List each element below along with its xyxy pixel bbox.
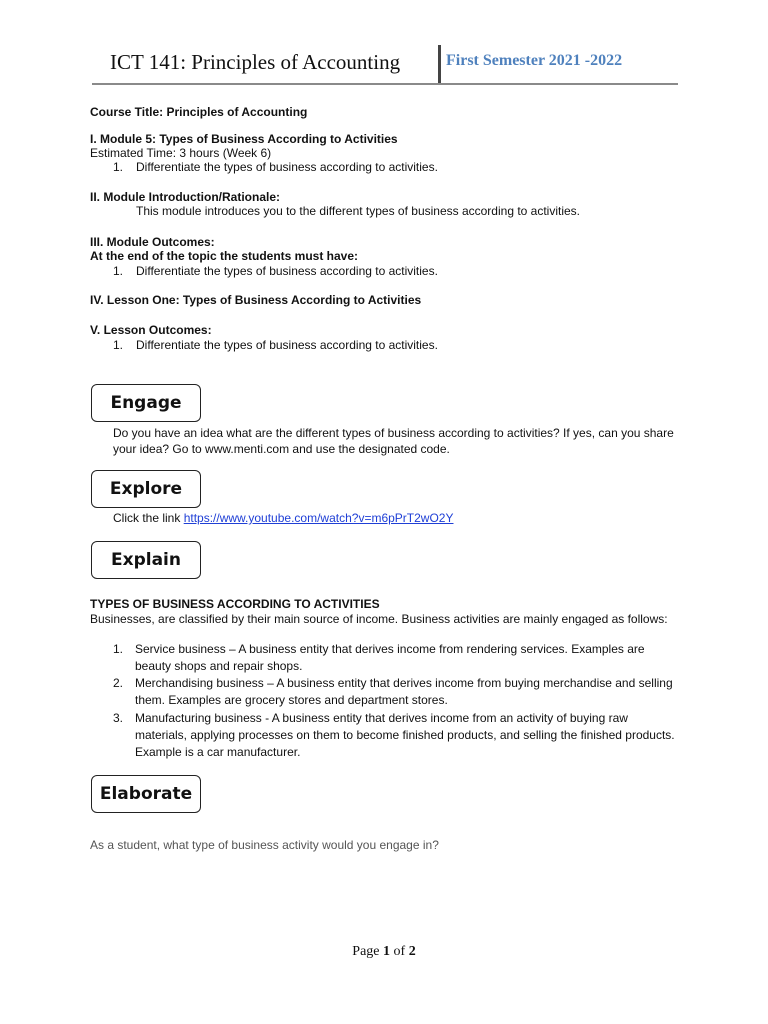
module-item-number: 1. — [113, 160, 124, 174]
elaborate-question: As a student, what type of business activity would you engage in? — [90, 838, 439, 852]
page-number — [0, 944, 768, 960]
list-item-text: Service business – A business entity that derives income from rendering services. Examples are beauty shops and repair shops. — [135, 642, 645, 673]
engage-text: Do you have an idea what are the different types of business according to activities? If yes, can you share your idea? Go to www.menti.com and use the designated code. — [113, 426, 674, 456]
list-item-number: 2. — [113, 676, 124, 690]
document-header-course: ICT 141: Principles of Accounting — [110, 50, 401, 74]
youtube-link[interactable]: https://www.youtube.com/watch?v=m6pPrT2wO2Y — [183, 511, 454, 525]
intro-heading: II. Module Introduction/Rationale: — [90, 190, 280, 204]
intro-text: This module introduces you to the different types of business according to activities. — [136, 204, 581, 218]
page-word: Page — [352, 944, 384, 959]
document-header-semester: First Semester 2021 -2022 — [446, 52, 623, 69]
outcomes-heading: III. Module Outcomes: — [90, 235, 215, 249]
list-item-text: Merchandising business – A business entity that derives income from buying merchandise and selling them. Examples are grocery stores and department stores. — [135, 676, 673, 707]
module-heading: I. Module 5: Types of Business According to Activities — [90, 132, 398, 146]
estimated-time: Estimated Time: 3 hours (Week 6) — [90, 146, 272, 160]
explore-prefix: Click the link — [113, 511, 184, 525]
lesson-outcomes-item: Differentiate the types of business according to activities. — [136, 338, 438, 352]
list-item-number: 1. — [113, 642, 124, 656]
explore-label-box: Explore — [91, 470, 201, 508]
of-word: of — [390, 944, 409, 959]
explain-heading: TYPES OF BUSINESS ACCORDING TO ACTIVITIES — [90, 597, 380, 611]
module-item: Differentiate the types of business according to activities. — [136, 160, 438, 174]
course-title: Course Title: Principles of Accounting — [90, 105, 308, 119]
lesson-outcomes-item-number: 1. — [113, 338, 124, 352]
lesson-outcomes-heading: V. Lesson Outcomes: — [90, 323, 212, 337]
outcomes-item-number: 1. — [113, 264, 124, 278]
header-rule — [92, 83, 678, 85]
list-item-number: 3. — [113, 711, 124, 725]
outcomes-item: Differentiate the types of business according to activities. — [136, 264, 438, 278]
explore-line — [113, 510, 683, 526]
outcomes-subheading: At the end of the topic the students must have: — [90, 249, 359, 263]
explain-intro: Businesses, are classified by their main source of income. Business activities are mainly engaged as follows: — [90, 612, 668, 626]
elaborate-label-box: Elaborate — [91, 775, 201, 813]
lesson-heading: IV. Lesson One: Types of Business According to Activities — [90, 293, 422, 307]
list-item-text: Manufacturing business - A business entity that derives income from an activity of buying raw materials, applying processes on them to become finished products, and selling the finished products. Example is a car manufacturer. — [135, 711, 675, 759]
current-page: 1 — [383, 944, 391, 959]
engage-label-box: Engage — [91, 384, 201, 422]
header-divider — [438, 45, 441, 85]
total-pages: 2 — [408, 944, 416, 959]
explain-label-box: Explain — [91, 541, 201, 579]
